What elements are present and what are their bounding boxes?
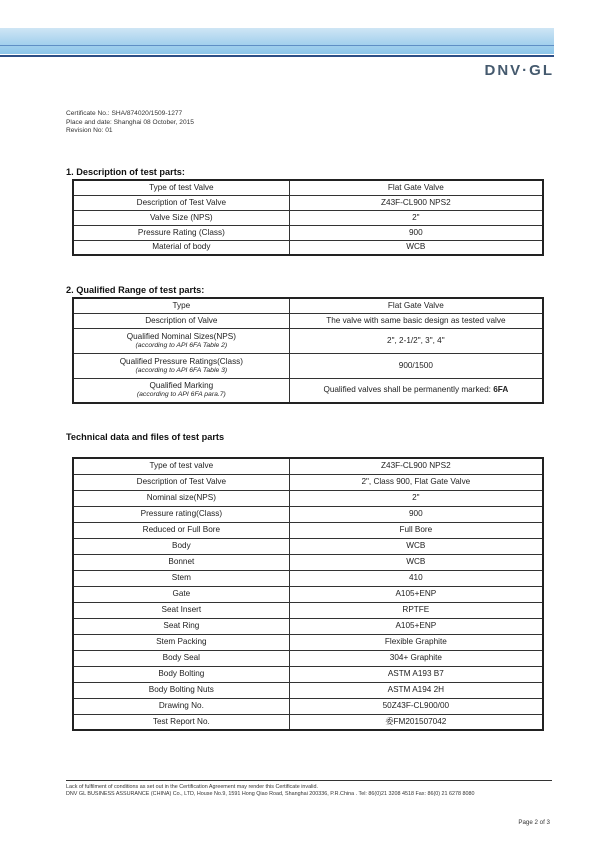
row-label: Valve Size (NPS) <box>73 210 289 225</box>
row-value: 2" <box>289 210 543 225</box>
row-label: Reduced or Full Bore <box>73 522 289 538</box>
row-value: Flexible Graphite <box>289 634 543 650</box>
row-value: 900 <box>289 225 543 240</box>
row-label-text: Qualified Marking <box>149 381 214 391</box>
row-value: RPTFE <box>289 602 543 618</box>
row-label-reference: (according to API 6FA Table 3) <box>135 366 228 374</box>
footer-rule <box>66 780 552 781</box>
row-label <box>73 313 289 328</box>
row-value-text: 900/1500 <box>398 360 433 370</box>
row-label: Body Bolting Nuts <box>73 682 289 698</box>
section2-title: 2. Qualified Range of test parts: <box>66 285 205 295</box>
row-label: Body <box>73 538 289 554</box>
row-label-reference: (according to API 6FA Table 2) <box>135 341 228 349</box>
row-label: Body Bolting <box>73 666 289 682</box>
table-row <box>73 298 543 313</box>
row-value-text: 2", 2-1/2", 3", 4" <box>387 335 445 345</box>
revision-number: Revision No: 01 <box>66 127 113 134</box>
row-value: Z43F-CL900 NPS2 <box>289 458 543 474</box>
table-row <box>73 180 543 195</box>
row-label: Stem Packing <box>73 634 289 650</box>
table-row <box>73 554 543 570</box>
row-value <box>289 328 543 353</box>
header-band <box>0 28 554 54</box>
header-band-stripe <box>0 45 554 46</box>
table-row <box>73 353 543 378</box>
row-label: Nominal size(NPS) <box>73 490 289 506</box>
table-row <box>73 378 543 403</box>
row-label-text: Qualified Nominal Sizes(NPS) <box>126 331 236 341</box>
row-value <box>289 298 543 313</box>
table-row <box>73 522 543 538</box>
certificate-number: Certificate No.: SHA/874020/1509-1277 <box>66 110 183 117</box>
table-row <box>73 328 543 353</box>
row-label: Description of Test Valve <box>73 474 289 490</box>
row-value: WCB <box>289 240 543 255</box>
table-row <box>73 538 543 554</box>
page-number: Page 2 of 3 <box>518 819 550 826</box>
row-label-text: Qualified Pressure Ratings(Class) <box>119 356 243 366</box>
table-row <box>73 225 543 240</box>
row-value: WCB <box>289 554 543 570</box>
table-row <box>73 458 543 474</box>
row-value <box>289 353 543 378</box>
row-label: Pressure rating(Class) <box>73 506 289 522</box>
row-value-text: Qualified valves shall be permanently marked: <box>323 385 491 395</box>
row-label: Pressure Rating (Class) <box>73 225 289 240</box>
technical-data-table <box>72 457 544 731</box>
row-value-text: The valve with same basic design as tested valve <box>326 315 506 325</box>
row-label-text: Description of Valve <box>145 315 218 325</box>
row-label <box>73 328 289 353</box>
row-value: A105+ENP <box>289 586 543 602</box>
row-value: Flat Gate Valve <box>289 180 543 195</box>
table-row <box>73 618 543 634</box>
row-value: Full Bore <box>289 522 543 538</box>
row-label: Test Report No. <box>73 714 289 730</box>
table-row <box>73 682 543 698</box>
section1-title: 1. Description of test parts: <box>66 167 185 177</box>
row-label-text: Type <box>172 300 191 310</box>
certificate-meta <box>66 110 194 136</box>
qualified-range-table <box>72 297 544 404</box>
table-row <box>73 474 543 490</box>
footer-disclaimer: Lack of fulfilment of conditions as set out in the Certification Agreement may render this Certificate invalid. <box>66 784 318 790</box>
row-label: Drawing No. <box>73 698 289 714</box>
row-value: 50Z43F-CL900/00 <box>289 698 543 714</box>
row-value: Z43F-CL900 NPS2 <box>289 195 543 210</box>
table-row <box>73 698 543 714</box>
description-table <box>72 179 544 256</box>
row-value: WCB <box>289 538 543 554</box>
table-row <box>73 240 543 255</box>
row-label: Body Seal <box>73 650 289 666</box>
row-label: Type of test valve <box>73 458 289 474</box>
row-label: Bonnet <box>73 554 289 570</box>
row-label <box>73 298 289 313</box>
table-row <box>73 570 543 586</box>
row-label: Stem <box>73 570 289 586</box>
row-label: Gate <box>73 586 289 602</box>
row-label: Description of Test Valve <box>73 195 289 210</box>
row-label: Seat Ring <box>73 618 289 634</box>
row-value: A105+ENP <box>289 618 543 634</box>
table-row <box>73 195 543 210</box>
row-value: 2", Class 900, Flat Gate Valve <box>289 474 543 490</box>
row-value: 304+ Graphite <box>289 650 543 666</box>
table-row <box>73 490 543 506</box>
row-label: Type of test Valve <box>73 180 289 195</box>
row-value-text: Flat Gate Valve <box>387 300 444 310</box>
header-band-rule <box>0 55 554 57</box>
row-value: ASTM A194 2H <box>289 682 543 698</box>
row-label: Seat Insert <box>73 602 289 618</box>
section3-title: Technical data and files of test parts <box>66 432 225 442</box>
row-value: 410 <box>289 570 543 586</box>
row-value: ASTM A193 B7 <box>289 666 543 682</box>
row-label-reference: (according to API 6FA para.7) <box>136 391 226 399</box>
table-row <box>73 210 543 225</box>
table-row <box>73 586 543 602</box>
footer-address: DNV GL BUSINESS ASSURANCE (CHINA) Co., LTD, House No.9, 1591 Hong Qiao Road, Shanghai 200336, P.R.China . Tel: 86(0)21 3208 4518 Fax: 86(0) 21 6278 8080 <box>66 791 475 797</box>
table-row <box>73 650 543 666</box>
row-value: 委FM201507042 <box>289 714 543 730</box>
table-row <box>73 602 543 618</box>
marking-code: 6FA <box>493 385 509 395</box>
dnv-gl-logo: DNV·GL <box>484 62 554 79</box>
row-value: 900 <box>289 506 543 522</box>
row-label <box>73 378 289 403</box>
table-row <box>73 666 543 682</box>
table-row <box>73 634 543 650</box>
row-value <box>289 313 543 328</box>
row-label: Material of body <box>73 240 289 255</box>
footer <box>66 784 546 798</box>
row-value: 2" <box>289 490 543 506</box>
row-value <box>289 378 543 403</box>
table-row <box>73 506 543 522</box>
row-label <box>73 353 289 378</box>
table-row <box>73 714 543 730</box>
table-row <box>73 313 543 328</box>
place-and-date: Place and date: Shanghai 08 October, 2015 <box>66 118 194 126</box>
